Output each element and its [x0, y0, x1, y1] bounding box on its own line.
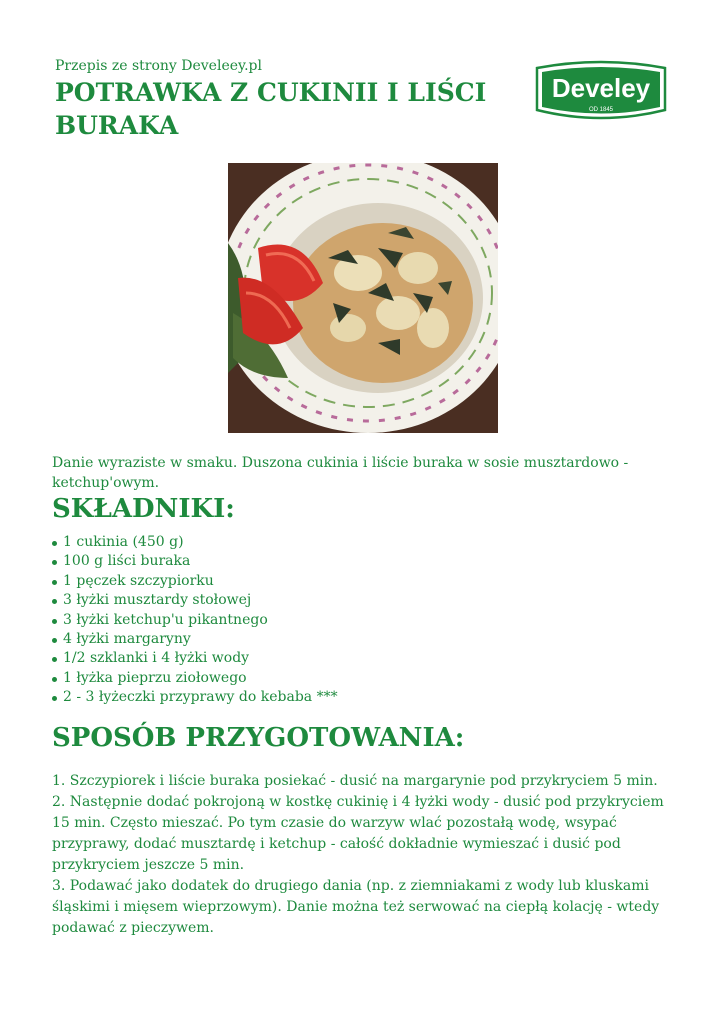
method-step: 1. Szczypiorek i liście buraka posiekać - dusić na margarynie pod przykryciem 5 min.	[52, 773, 658, 789]
ingredient-item: 100 g liści buraka	[52, 552, 338, 571]
ingredient-item: 1/2 szklanki i 4 łyżki wody	[52, 649, 338, 668]
recipe-intro: Danie wyraziste w smaku. Duszona cukinia i liście buraka w sosie musztardowo - ketchup'owym.	[52, 455, 629, 491]
ingredient-item: 4 łyżki margaryny	[52, 630, 338, 649]
ingredients-list	[52, 533, 338, 708]
ingredient-item: 1 pęczek szczypiorku	[52, 572, 338, 591]
ingredient-item: 3 łyżki ketchup'u pikantnego	[52, 611, 338, 630]
svg-text:Develey: Develey	[551, 73, 651, 103]
method-step: 3. Podawać jako dodatek do drugiego dania (np. z ziemniakami z wody lub kluskami śląskimi i mięsem wieprzowym). Danie można też serwować na ciepłą kolację - wtedy podawać z pieczywem.	[52, 878, 660, 936]
ingredient-item: 1 łyżka pieprzu ziołowego	[52, 669, 338, 688]
recipe-source: Przepis ze strony Develeey.pl	[55, 58, 262, 74]
ingredient-item: 2 - 3 łyżeczki przyprawy do kebaba ***	[52, 688, 338, 707]
method-steps	[52, 771, 677, 939]
svg-text:OD 1845: OD 1845	[588, 107, 614, 113]
method-heading: SPOSÓB PRZYGOTOWANIA:	[52, 723, 465, 753]
ingredient-item: 3 łyżki musztardy stołowej	[52, 591, 338, 610]
dish-photo	[228, 163, 498, 433]
recipe-title: POTRAWKA Z CUKINII I LIŚCI BURAKA	[55, 78, 487, 140]
ingredient-item: 1 cukinia (450 g)	[52, 533, 338, 552]
ingredients-heading: SKŁADNIKI:	[52, 494, 235, 524]
method-step: 2. Następnie dodać pokrojoną w kostkę cukinię i 4 łyżki wody - dusić pod przykryciem 15 min. Często mieszać. Po tym czasie do warzyw wlać pozostałą wodę, wsypać przyprawy, dodać musztardę i ketchup - całość dokładnie wymieszać i dusić pod przykryciem jeszcze 5 min.	[52, 794, 664, 873]
develey-logo	[532, 60, 670, 122]
